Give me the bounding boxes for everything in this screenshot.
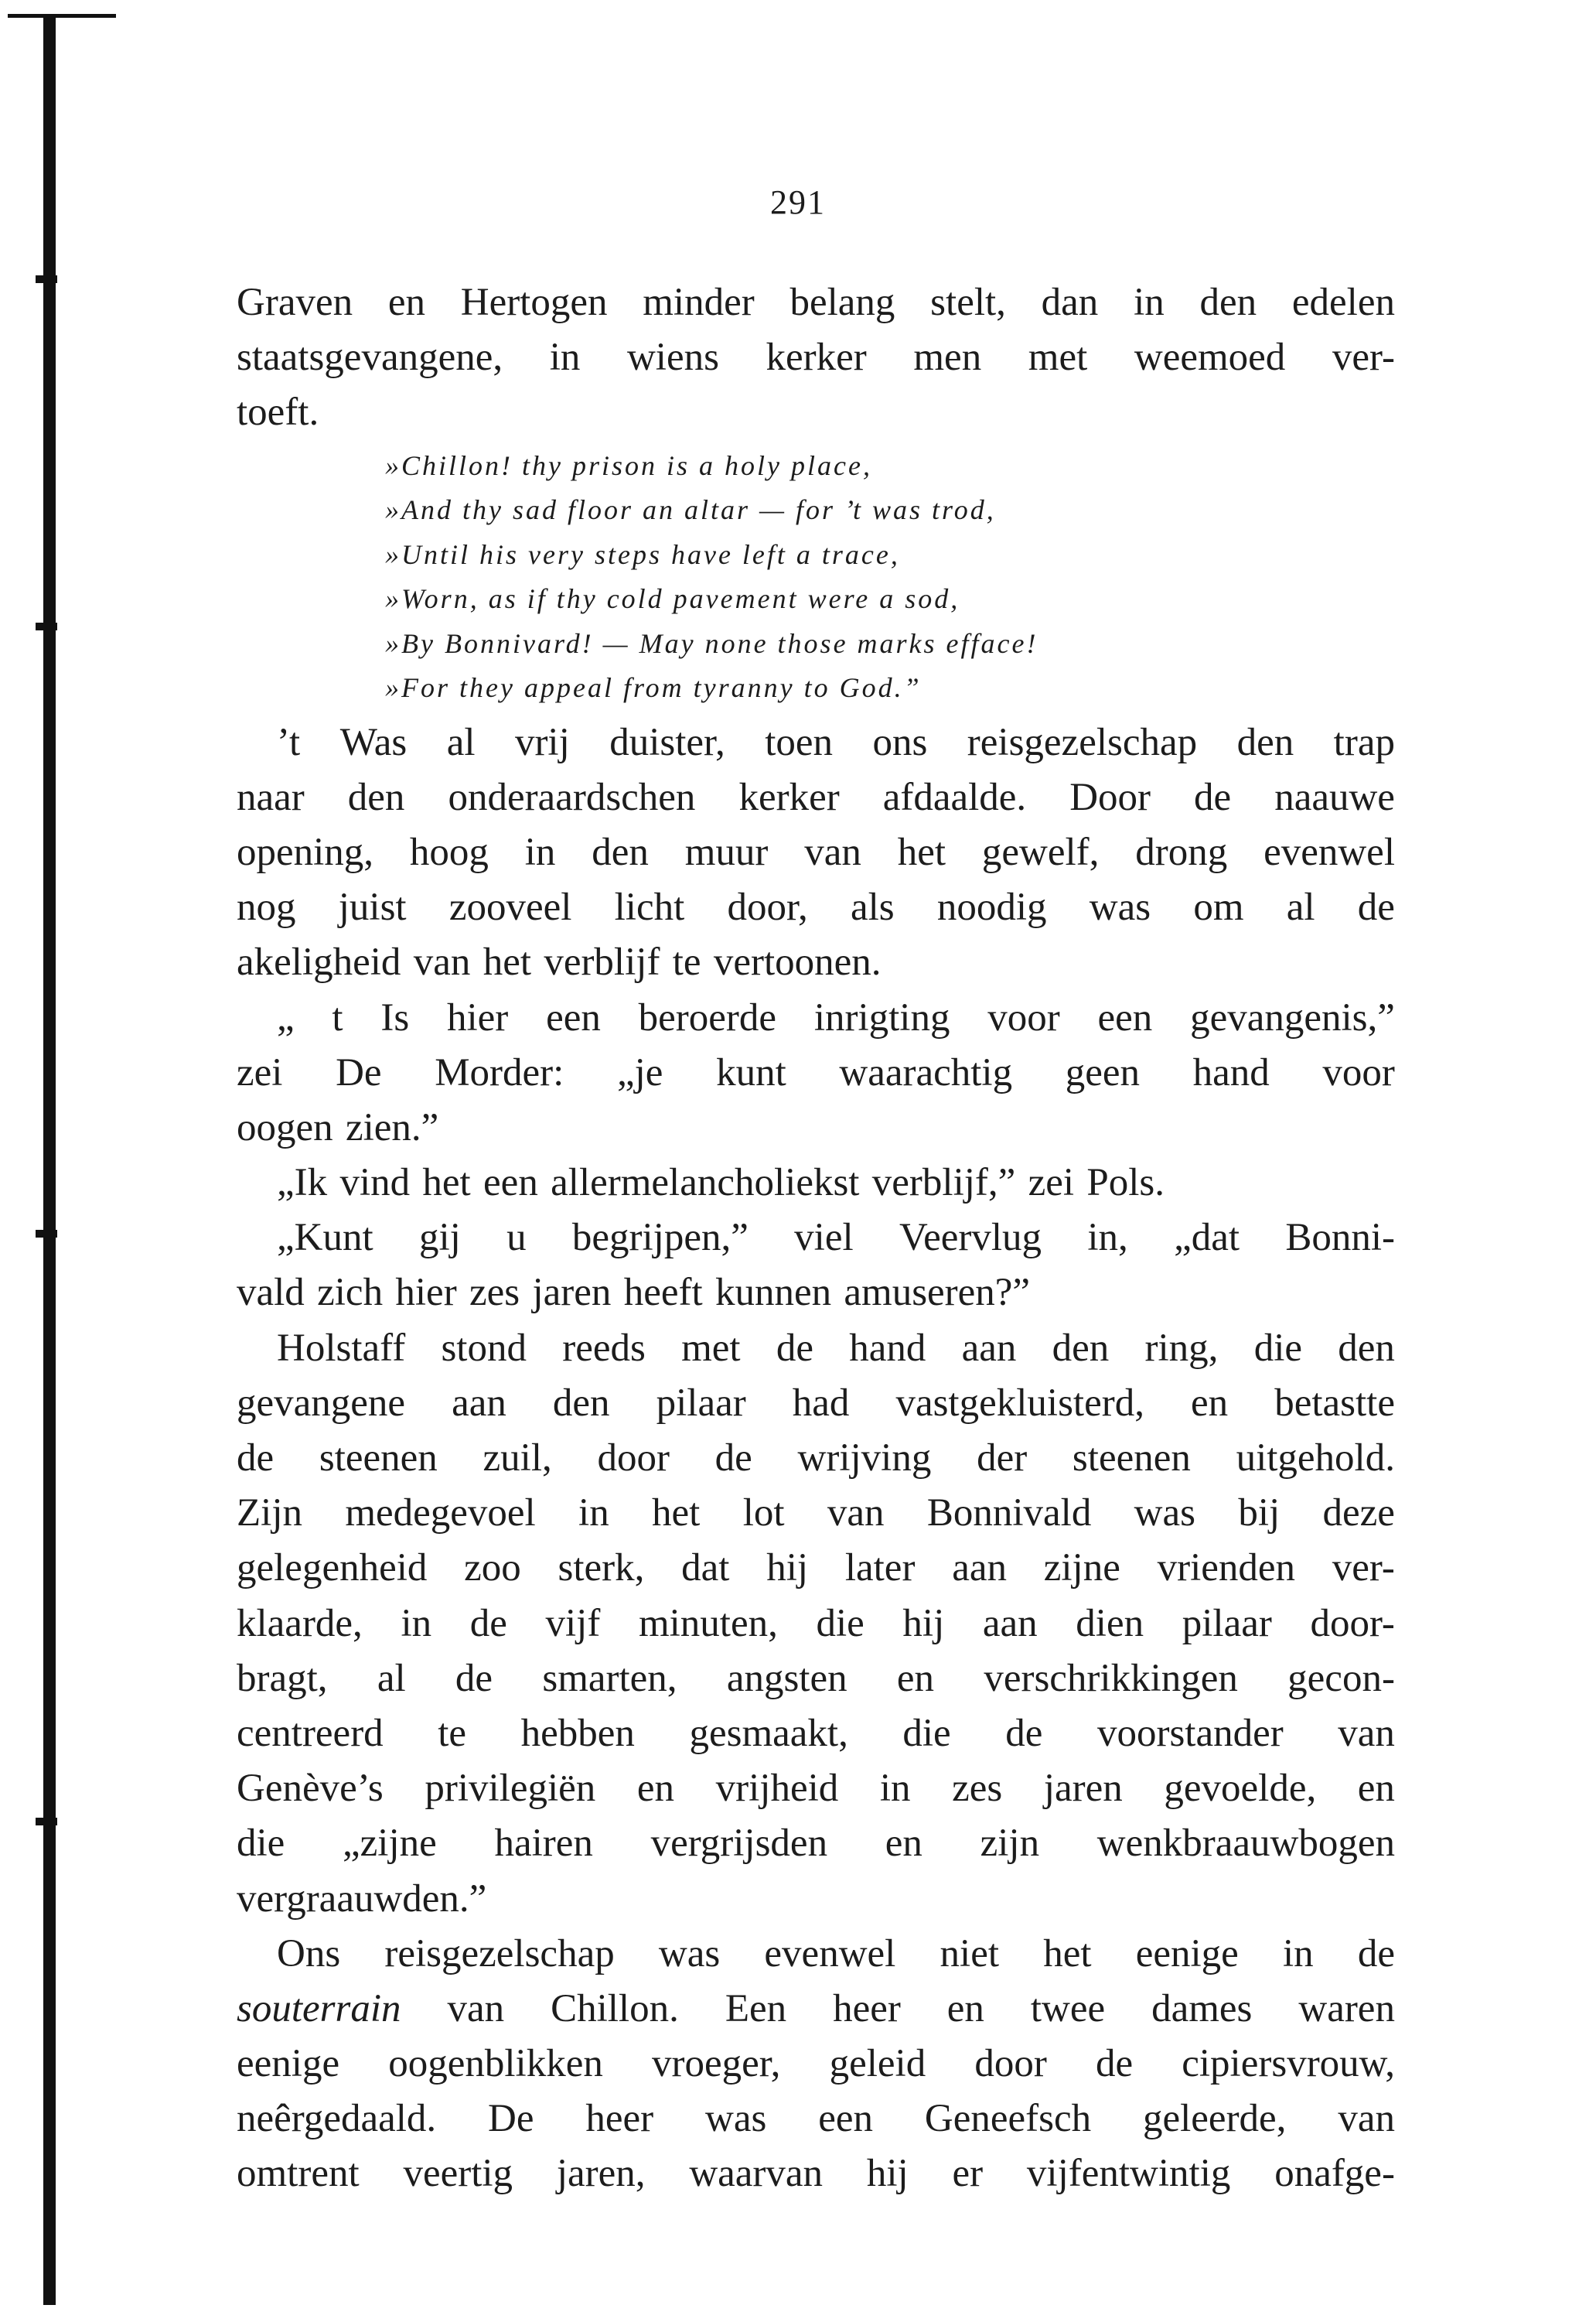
word: en bbox=[1357, 1767, 1395, 1811]
word: De bbox=[488, 2097, 534, 2141]
text-line bbox=[237, 1651, 1395, 1706]
word: vergrijsden bbox=[650, 1822, 828, 1866]
word: als bbox=[850, 886, 895, 930]
word: Morder: bbox=[435, 1050, 564, 1094]
word: oogenblikken bbox=[388, 2042, 603, 2086]
word: door, bbox=[727, 886, 808, 930]
word: een bbox=[818, 2097, 874, 2141]
text-line bbox=[237, 1265, 1395, 1320]
word: privilegiën bbox=[425, 1767, 596, 1811]
word: uitgehold. bbox=[1236, 1436, 1395, 1480]
word: stelt, bbox=[930, 281, 1006, 324]
word: Holstaff bbox=[277, 1326, 406, 1370]
text-line bbox=[237, 1872, 1395, 1927]
word: gevoelde, bbox=[1164, 1767, 1317, 1811]
poem-line: »Chillon! thy prison is a holy place, bbox=[385, 449, 872, 481]
word: gij bbox=[418, 1216, 461, 1260]
word: begrijpen,” bbox=[571, 1216, 749, 1260]
word: in bbox=[879, 1767, 911, 1811]
word: deze bbox=[1322, 1491, 1395, 1535]
word: zes bbox=[469, 1271, 520, 1315]
word: Bonni- bbox=[1285, 1216, 1395, 1260]
word: een bbox=[1097, 995, 1153, 1040]
word: klaarde, bbox=[237, 1601, 363, 1645]
word: beroerde bbox=[638, 995, 777, 1040]
paragraph bbox=[237, 1927, 1395, 2202]
word: Bonnivald bbox=[926, 1491, 1092, 1535]
word: heer bbox=[833, 1986, 901, 2030]
word: zich bbox=[317, 1271, 384, 1315]
word: er bbox=[952, 2152, 984, 2196]
word: met bbox=[681, 1326, 741, 1370]
word: aan bbox=[952, 1546, 1007, 1590]
word: kerker bbox=[766, 336, 867, 380]
word: van bbox=[827, 1491, 885, 1535]
word: Hertogen bbox=[460, 281, 608, 324]
word: waren bbox=[1298, 1986, 1395, 2030]
word: jaren bbox=[1043, 1767, 1123, 1811]
word: van bbox=[447, 1986, 505, 2030]
page-number: 291 bbox=[770, 183, 826, 221]
word: in bbox=[1134, 281, 1165, 324]
paragraph-group bbox=[237, 715, 1395, 2202]
word: „Kunt bbox=[277, 1216, 373, 1260]
word: en bbox=[896, 1656, 935, 1700]
word: door bbox=[974, 2042, 1047, 2086]
text-line bbox=[237, 2037, 1395, 2092]
text-line bbox=[237, 1982, 1395, 2037]
word: en bbox=[636, 1767, 675, 1811]
word: pilaar bbox=[656, 1381, 746, 1425]
poem-line: »Worn, as if thy cold pavement were a sod, bbox=[385, 583, 960, 615]
text-line bbox=[237, 1761, 1395, 1816]
word: in, bbox=[1087, 1216, 1128, 1260]
paragraph bbox=[237, 1211, 1395, 1320]
word: oogen bbox=[237, 1105, 333, 1149]
word: het bbox=[1043, 1931, 1092, 1975]
word: kerker bbox=[738, 775, 840, 819]
word: allermelancholiekst bbox=[551, 1161, 860, 1205]
text-line bbox=[237, 770, 1395, 825]
binding-mark bbox=[36, 1818, 57, 1825]
word: „je bbox=[616, 1050, 663, 1094]
word: toen bbox=[765, 720, 834, 764]
poem-quote bbox=[237, 444, 1395, 711]
word: zuil, bbox=[483, 1436, 552, 1480]
word: heer bbox=[585, 2097, 654, 2141]
poem-line: »For they appeal from tyranny to God.” bbox=[385, 672, 922, 704]
word: men bbox=[913, 336, 982, 380]
word: was bbox=[1089, 886, 1151, 930]
word: Genève’s bbox=[237, 1767, 384, 1811]
word: ’t bbox=[277, 720, 301, 764]
word: vald bbox=[237, 1271, 305, 1315]
text-line bbox=[237, 935, 1395, 990]
word: de bbox=[714, 1436, 752, 1480]
word: een bbox=[483, 1161, 538, 1205]
word: de bbox=[1005, 1711, 1043, 1755]
word: smarten, bbox=[542, 1656, 677, 1700]
word: vrij bbox=[514, 720, 570, 764]
word: Pols. bbox=[1086, 1161, 1165, 1205]
text-line bbox=[237, 1211, 1395, 1265]
word: viel bbox=[794, 1216, 854, 1260]
word: voor bbox=[1322, 1050, 1395, 1094]
word: vind bbox=[339, 1161, 411, 1205]
word: belang bbox=[789, 281, 895, 324]
word: hand bbox=[849, 1326, 926, 1370]
text-line bbox=[237, 1541, 1395, 1596]
word: twee bbox=[1030, 1986, 1106, 2030]
word: u bbox=[506, 1216, 527, 1260]
word: zoo bbox=[464, 1546, 521, 1590]
word: zes bbox=[952, 1767, 1003, 1811]
word: die bbox=[1253, 1326, 1302, 1370]
word: die bbox=[237, 1822, 285, 1866]
word: die bbox=[816, 1601, 864, 1645]
word: in bbox=[1282, 1931, 1314, 1975]
binding-edge bbox=[43, 15, 56, 2305]
word: al bbox=[377, 1656, 406, 1700]
binding-mark bbox=[36, 623, 57, 630]
word: „Ik bbox=[277, 1161, 328, 1205]
word: den bbox=[1236, 720, 1294, 764]
word: evenwel bbox=[764, 1931, 896, 1975]
word: gevangenis,” bbox=[1190, 995, 1395, 1040]
word: in bbox=[578, 1491, 609, 1535]
word: Is bbox=[380, 995, 410, 1040]
word: pilaar bbox=[1182, 1601, 1272, 1645]
word: De bbox=[336, 1050, 382, 1094]
word: het bbox=[897, 830, 946, 874]
word: verblijf bbox=[544, 941, 660, 985]
poem-line: »Until his very steps have left a trace, bbox=[385, 538, 900, 570]
paragraph bbox=[237, 991, 1395, 1156]
text-line bbox=[237, 825, 1395, 880]
word: van bbox=[413, 941, 471, 985]
text-line bbox=[237, 2146, 1395, 2201]
binding-mark bbox=[36, 1230, 57, 1238]
word: de bbox=[1194, 775, 1232, 819]
word: door bbox=[597, 1436, 670, 1480]
word: wrijving bbox=[797, 1436, 932, 1480]
word: gesmaakt, bbox=[689, 1711, 848, 1755]
word: vertoonen. bbox=[713, 941, 882, 985]
word: souterrain bbox=[237, 1986, 401, 2030]
word: „dat bbox=[1174, 1216, 1240, 1260]
word: om bbox=[1193, 886, 1244, 930]
text-line bbox=[237, 1376, 1395, 1431]
word: vroeger, bbox=[651, 2042, 781, 2086]
word: stond bbox=[441, 1326, 527, 1370]
word: evenwel bbox=[1264, 830, 1395, 874]
word: Een bbox=[725, 1986, 787, 2030]
word: gecon- bbox=[1287, 1656, 1395, 1700]
word: Geneefsch bbox=[924, 2097, 1092, 2141]
page-body bbox=[237, 275, 1395, 2202]
word: den bbox=[592, 830, 649, 874]
paragraph bbox=[237, 275, 1395, 441]
word: ring, bbox=[1144, 1326, 1219, 1370]
word: reisgezelschap bbox=[967, 720, 1198, 764]
word: geleid bbox=[829, 2042, 926, 2086]
word: hebben bbox=[520, 1711, 635, 1755]
word: en bbox=[885, 1822, 922, 1866]
text-line bbox=[237, 385, 1395, 440]
word: dan bbox=[1041, 281, 1099, 324]
word: hier bbox=[395, 1271, 457, 1315]
word: zei bbox=[1028, 1161, 1075, 1205]
word: niet bbox=[940, 1931, 1000, 1975]
word: akeligheid bbox=[237, 941, 401, 985]
word: geen bbox=[1065, 1050, 1140, 1094]
word: wiens bbox=[626, 336, 719, 380]
word: Chillon. bbox=[551, 1986, 679, 2030]
word: die bbox=[902, 1711, 951, 1755]
word: angsten bbox=[726, 1656, 847, 1700]
binding-mark bbox=[36, 275, 57, 283]
text-line bbox=[237, 1596, 1395, 1651]
word: reisgezelschap bbox=[384, 1931, 615, 1975]
word: zooveel bbox=[448, 886, 572, 930]
word: een bbox=[546, 995, 601, 1040]
word: omtrent bbox=[237, 2152, 360, 2196]
word: al bbox=[1286, 886, 1315, 930]
text-line bbox=[237, 1046, 1395, 1101]
word: minuten, bbox=[638, 1601, 778, 1645]
word: den bbox=[1052, 1326, 1110, 1370]
word: in bbox=[549, 336, 581, 380]
word: muur bbox=[684, 830, 769, 874]
word: cipiersvrouw, bbox=[1182, 2042, 1395, 2086]
word: de bbox=[776, 1326, 813, 1370]
word: het bbox=[422, 1161, 471, 1205]
word: bij bbox=[1238, 1491, 1281, 1535]
word: Veervlug bbox=[899, 1216, 1042, 1260]
word: licht bbox=[614, 886, 685, 930]
word: steenen bbox=[1072, 1436, 1191, 1480]
word: ons bbox=[872, 720, 928, 764]
word: zijn bbox=[980, 1822, 1040, 1866]
word: trap bbox=[1333, 720, 1395, 764]
word: drong bbox=[1135, 830, 1228, 874]
word: verschrikkingen bbox=[984, 1656, 1238, 1700]
word: onderaardschen bbox=[448, 775, 696, 819]
word: jaren bbox=[532, 1271, 612, 1315]
word: zien.” bbox=[345, 1105, 439, 1149]
word: door- bbox=[1310, 1601, 1395, 1645]
word: eenige bbox=[1135, 1931, 1239, 1975]
text-line bbox=[237, 880, 1395, 935]
word: de bbox=[237, 1436, 275, 1480]
word: aan bbox=[452, 1381, 506, 1425]
text-line bbox=[237, 2092, 1395, 2146]
word: den bbox=[552, 1381, 610, 1425]
text-line bbox=[237, 1486, 1395, 1541]
word: weemoed bbox=[1134, 336, 1286, 380]
word: Graven bbox=[237, 281, 353, 324]
word: dames bbox=[1151, 1986, 1253, 2030]
word: kunnen bbox=[714, 1271, 832, 1315]
word: staatsgevangene, bbox=[237, 336, 503, 380]
word: in bbox=[401, 1601, 432, 1645]
word: den bbox=[1338, 1326, 1395, 1370]
word: veertig bbox=[403, 2152, 513, 2196]
word: vastgekluisterd, bbox=[895, 1381, 1144, 1425]
word: het bbox=[483, 941, 531, 985]
word: te bbox=[672, 941, 701, 985]
word: vrienden bbox=[1157, 1546, 1296, 1590]
word: eenige bbox=[237, 2042, 340, 2086]
word: duister, bbox=[609, 720, 725, 764]
word: later bbox=[844, 1546, 916, 1590]
text-line bbox=[237, 275, 1395, 330]
text-line bbox=[237, 1431, 1395, 1486]
text-line bbox=[237, 715, 1395, 770]
word: bragt, bbox=[237, 1656, 328, 1700]
word: hairen bbox=[494, 1822, 593, 1866]
word: der bbox=[977, 1436, 1028, 1480]
word: voorstander bbox=[1096, 1711, 1284, 1755]
word: „zijne bbox=[343, 1822, 437, 1866]
word: had bbox=[792, 1381, 850, 1425]
word: de bbox=[1357, 1931, 1395, 1975]
word: gelegenheid bbox=[237, 1546, 428, 1590]
paragraph bbox=[237, 1321, 1395, 1927]
word: vijfentwintig bbox=[1026, 2152, 1231, 2196]
text-line bbox=[237, 1321, 1395, 1376]
word: dien bbox=[1076, 1601, 1144, 1645]
poem-line: »By Bonnivard! — May none those marks efface! bbox=[385, 627, 1038, 659]
word: aan bbox=[961, 1326, 1017, 1370]
paragraph bbox=[237, 715, 1395, 991]
word: betastte bbox=[1274, 1381, 1395, 1425]
word: steenen bbox=[319, 1436, 438, 1480]
word: hier bbox=[447, 995, 509, 1040]
word: hoog bbox=[409, 830, 489, 874]
word: de bbox=[469, 1601, 507, 1645]
word: den bbox=[1199, 281, 1257, 324]
word: afdaalde. bbox=[882, 775, 1027, 819]
word: vijf bbox=[545, 1601, 601, 1645]
word: waarachtig bbox=[839, 1050, 1013, 1094]
word: was bbox=[705, 2097, 767, 2141]
word: jaren, bbox=[556, 2152, 646, 2196]
word: was bbox=[1134, 1491, 1195, 1535]
word: was bbox=[658, 1931, 721, 1975]
word: Zijn bbox=[237, 1491, 302, 1535]
word: inrigting bbox=[813, 995, 950, 1040]
word: vergraauwden.” bbox=[237, 1876, 487, 1921]
word: noodig bbox=[936, 886, 1047, 930]
word: reeds bbox=[562, 1326, 646, 1370]
word: opening, bbox=[237, 830, 374, 874]
word: voor bbox=[987, 995, 1060, 1040]
poem-line: »And thy sad floor an altar — for ’t was trod, bbox=[385, 494, 996, 526]
word: en bbox=[387, 281, 425, 324]
word: ver- bbox=[1332, 336, 1395, 380]
word: de bbox=[1095, 2042, 1134, 2086]
word: en bbox=[946, 1986, 984, 2030]
word: geleerde, bbox=[1142, 2097, 1287, 2141]
word: den bbox=[347, 775, 405, 819]
text-line bbox=[237, 1816, 1395, 1871]
binding-edge-top bbox=[8, 14, 116, 18]
word: te bbox=[438, 1711, 467, 1755]
word: Door bbox=[1069, 775, 1151, 819]
text-line bbox=[237, 1101, 1395, 1156]
word: zei bbox=[237, 1050, 283, 1094]
text-line bbox=[237, 1927, 1395, 1982]
word: van bbox=[1338, 1711, 1395, 1755]
text-line bbox=[237, 330, 1395, 385]
text-line bbox=[237, 991, 1395, 1046]
word: medegevoel bbox=[345, 1491, 536, 1535]
word: neêrgedaald. bbox=[237, 2097, 437, 2141]
word: hij bbox=[866, 2152, 909, 2196]
paragraph bbox=[237, 1156, 1395, 1211]
word: naar bbox=[237, 775, 305, 819]
word: „ bbox=[277, 995, 295, 1040]
word: vrijheid bbox=[715, 1767, 839, 1811]
word: met bbox=[1028, 336, 1088, 380]
word: de bbox=[1357, 886, 1395, 930]
word: lot bbox=[742, 1491, 785, 1535]
word: ver- bbox=[1332, 1546, 1395, 1590]
word: centreerd bbox=[237, 1711, 384, 1755]
word: gevangene bbox=[237, 1381, 406, 1425]
word: wenkbraauwbogen bbox=[1096, 1822, 1395, 1866]
word: dat bbox=[681, 1546, 730, 1590]
word: van bbox=[804, 830, 861, 874]
word: zijne bbox=[1043, 1546, 1120, 1590]
word: juist bbox=[338, 886, 407, 930]
word: in bbox=[524, 830, 556, 874]
word: hand bbox=[1192, 1050, 1270, 1094]
text-line bbox=[237, 1706, 1395, 1761]
paragraph-group bbox=[237, 275, 1395, 441]
word: en bbox=[1191, 1381, 1229, 1425]
word: nog bbox=[237, 886, 296, 930]
word: sterk, bbox=[558, 1546, 645, 1590]
word: minder bbox=[643, 281, 755, 324]
word: kunt bbox=[716, 1050, 786, 1094]
word: de bbox=[455, 1656, 493, 1700]
word: van bbox=[1338, 2097, 1395, 2141]
word: gewelf, bbox=[981, 830, 1100, 874]
text-line bbox=[237, 1156, 1395, 1211]
word: t bbox=[332, 995, 343, 1040]
word: toeft. bbox=[237, 391, 319, 435]
word: waarvan bbox=[689, 2152, 824, 2196]
word: naauwe bbox=[1274, 775, 1395, 819]
word: verblijf,” bbox=[871, 1161, 1016, 1205]
word: aan bbox=[982, 1601, 1038, 1645]
word: heeft bbox=[623, 1271, 703, 1315]
word: edelen bbox=[1291, 281, 1395, 324]
word: al bbox=[446, 720, 476, 764]
word: hij bbox=[902, 1601, 945, 1645]
word: Was bbox=[339, 720, 408, 764]
word: onafge- bbox=[1274, 2152, 1395, 2196]
word: amuseren?” bbox=[844, 1271, 1031, 1315]
word: hij bbox=[766, 1546, 809, 1590]
word: het bbox=[652, 1491, 701, 1535]
word: Ons bbox=[277, 1931, 341, 1975]
